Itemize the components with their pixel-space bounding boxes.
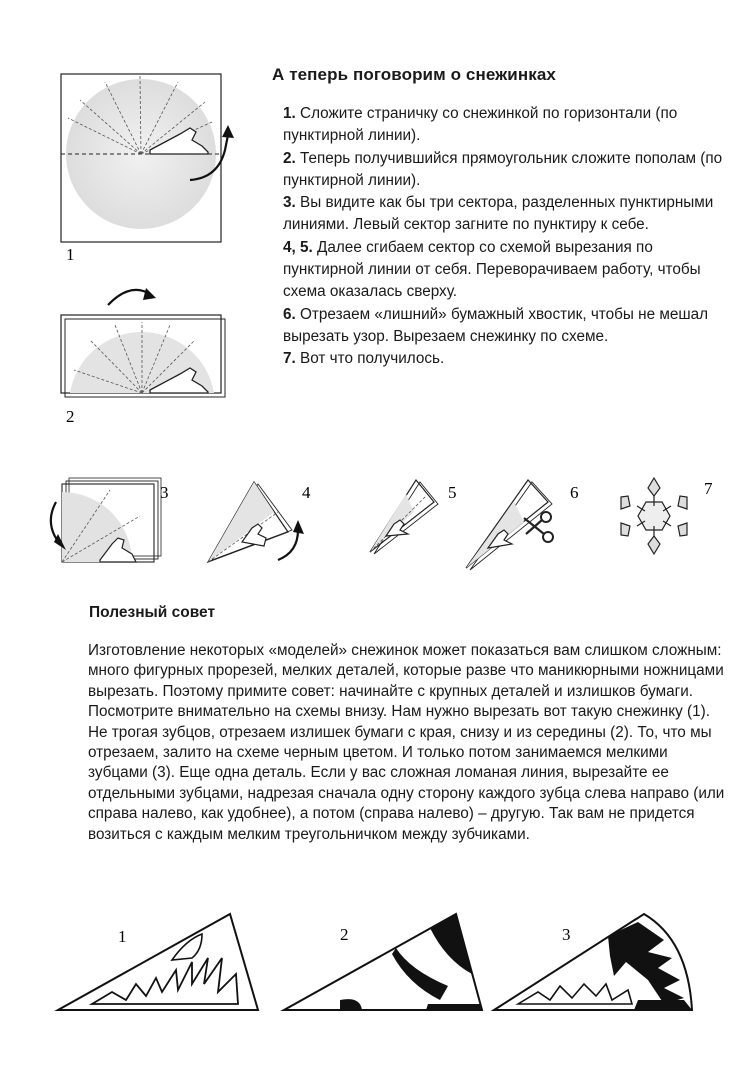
cut-diagram-3 [488,900,708,1020]
step-number: 7. [283,350,296,368]
figure-label: 3 [160,483,169,502]
instruction-steps [283,103,723,371]
fold-figure-2 [50,270,310,440]
step-text: Отрезаем «лишний» бумажный хвостик, чтобы не мешал вырезать узор. Вырезаем снежинку по схеме. [283,305,709,345]
fold-figure-5 [350,472,470,572]
figure-label: 7 [704,479,713,498]
fold-figure-4 [198,472,328,572]
step-text: Сложите страничку со снежинкой по горизонтали (по пунктирной линии). [283,105,678,145]
step-item [283,348,723,370]
step-number: 3. [283,194,296,212]
section-title: А теперь поговорим о снежинках [272,65,556,84]
step-item [283,192,723,237]
step-number: 4, 5. [283,238,313,256]
step-text: Теперь получившийся прямоугольник сложите пополам (по пунктирной линии). [283,149,723,189]
snowflake-icon [621,478,687,554]
figure-label: 1 [118,927,127,946]
fold-figure-6 [458,472,588,572]
step-number: 1. [283,105,296,122]
figure-label: 5 [448,483,457,502]
snowflake-figure-7 [604,468,724,568]
step-item [283,237,723,304]
figure-label: 2 [340,925,349,944]
figure-label: 2 [66,407,75,426]
fold-figure-1 [50,60,310,264]
step-item [283,148,723,193]
step-number: 6. [283,305,296,323]
step-item [283,304,723,349]
step-item [283,103,723,148]
figure-label: 3 [562,925,571,944]
cut-diagram-2 [280,900,510,1020]
figure-label: 6 [570,483,579,502]
cut-diagram-1 [52,900,282,1020]
tip-title: Полезный совет [89,604,216,621]
step-text: Вы видите как бы три сектора, разделенных пунктирными линиями. Левый сектор загните по пунктиру к себе. [283,194,714,234]
tip-body: Изготовление некоторых «моделей» снежинок может показаться вам слишком сложным: много фигурных прорезей, мелких деталей, которые разве что маникюрными ножницами вырезать. Поэтому примите совет: начинайте с крупных деталей и излишков бумаги. Посмотрите внимательно на схемы внизу. Нам нужно вырезать вот такую снежинку (1). Не трогая зубцов, отрезаем излишек бумаги с края, снизу и из середины (2). То, что мы отрезаем, залито на схеме черным цветом. И только потом занимаемся мелкими зубцами (3). Еще одна деталь. Если у вас сложная ломаная линия, вырезайте ее отдельными зубцами, надрезая сначала одну сторону каждого зубца слева направо (или справа налево, как удобнее), а потом (справа налево) – другую. Так вам не придется возиться с каждым мелким треугольничком между зубчиками. [88,642,725,843]
figure-label: 4 [302,483,311,502]
step-text: Вот что получилось. [295,350,445,368]
step-number: 2. [283,149,296,167]
step-text: Далее сгибаем сектор со схемой вырезания по пунктирной линии от себя. Переворачиваем работу, чтобы схема оказалась сверху. [283,238,701,301]
figure-label: 1 [66,245,75,264]
fold-figure-3 [40,472,180,572]
